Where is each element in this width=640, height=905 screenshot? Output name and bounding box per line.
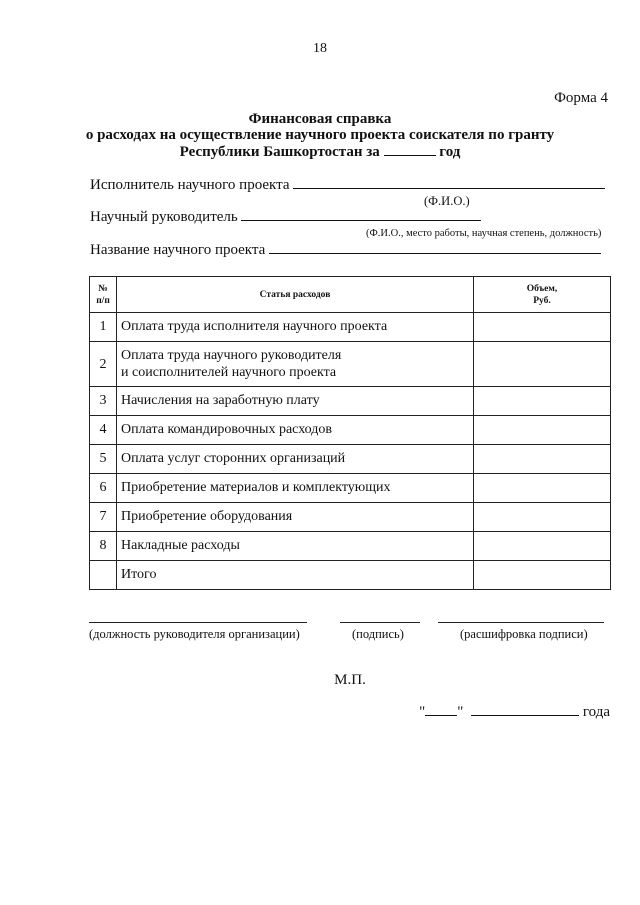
table-row	[90, 445, 611, 474]
row-item: Приобретение материалов и комплектующих	[117, 474, 474, 503]
header-amount-text: Объем, Руб.	[526, 283, 558, 306]
row-item: Оплата командировочных расходов	[117, 416, 474, 445]
table-row	[90, 503, 611, 532]
row-item: Накладные расходы	[117, 532, 474, 561]
title-prefix: Республики Башкортостан за	[179, 144, 380, 160]
form-label: Форма 4	[554, 90, 608, 106]
row-num: 2	[90, 342, 117, 387]
row-item-text: Оплата труда научного руководителя и соисполнителей научного проекта	[121, 348, 342, 380]
row-amount-cell[interactable]	[474, 342, 611, 387]
quote-open: "	[419, 704, 426, 720]
executor-field	[90, 177, 605, 194]
table-row	[90, 387, 611, 416]
row-num: 5	[90, 445, 117, 474]
project-name-field	[90, 242, 601, 259]
row-num: 8	[90, 532, 117, 561]
row-amount-cell[interactable]	[474, 532, 611, 561]
title-suffix: год	[439, 144, 461, 160]
row-item-total: Итого	[117, 561, 474, 590]
year-blank-line[interactable]	[384, 155, 436, 156]
header-amount	[474, 277, 611, 313]
expenses-table	[89, 276, 611, 590]
supervisor-blank-line[interactable]	[241, 220, 481, 221]
header-num-text: № п/п	[96, 283, 110, 306]
row-amount-cell[interactable]	[474, 474, 611, 503]
row-num: 4	[90, 416, 117, 445]
page-number: 18	[313, 41, 327, 56]
row-item	[117, 342, 474, 387]
total-amount-cell[interactable]	[474, 561, 611, 590]
table-row	[90, 532, 611, 561]
project-name-blank-line[interactable]	[269, 253, 601, 254]
project-name-label: Название научного проекта	[90, 242, 266, 258]
month-blank-line[interactable]	[471, 715, 579, 716]
quote-close: "	[457, 704, 464, 720]
table-row	[90, 416, 611, 445]
document-subtitle: о расходах на осуществление научного проекта соискателя по гранту	[85, 127, 555, 143]
supervisor-field	[90, 209, 481, 226]
row-amount-cell[interactable]	[474, 503, 611, 532]
executor-label: Исполнитель научного проекта	[90, 177, 290, 193]
row-num: 7	[90, 503, 117, 532]
row-amount-cell[interactable]	[474, 445, 611, 474]
table-row	[90, 342, 611, 387]
executor-hint: (Ф.И.О.)	[424, 194, 470, 208]
signature-caption: (подпись)	[352, 627, 404, 641]
year-word: года	[582, 704, 610, 720]
day-blank-line[interactable]	[425, 715, 457, 716]
table-total-row	[90, 561, 611, 590]
row-num: 1	[90, 313, 117, 342]
supervisor-hint: (Ф.И.О., место работы, научная степень, должность)	[366, 228, 602, 239]
row-item: Приобретение оборудования	[117, 503, 474, 532]
row-item: Оплата услуг сторонних организаций	[117, 445, 474, 474]
stamp-label: М.П.	[334, 672, 366, 688]
supervisor-label: Научный руководитель	[90, 209, 238, 225]
table-header-row	[90, 277, 611, 313]
row-num: 3	[90, 387, 117, 416]
date-field	[419, 704, 610, 721]
decoding-caption: (расшифровка подписи)	[460, 627, 588, 641]
table-row	[90, 474, 611, 503]
document-subtitle-line3	[0, 143, 640, 161]
signature-line[interactable]	[340, 622, 420, 623]
executor-blank-line[interactable]	[293, 188, 605, 189]
position-caption: (должность руководителя организации)	[89, 627, 300, 641]
row-amount-cell[interactable]	[474, 313, 611, 342]
position-signature-line[interactable]	[89, 622, 307, 623]
table-row	[90, 313, 611, 342]
row-num	[90, 561, 117, 590]
row-amount-cell[interactable]	[474, 387, 611, 416]
row-item: Начисления на заработную плату	[117, 387, 474, 416]
row-amount-cell[interactable]	[474, 416, 611, 445]
header-item: Статья расходов	[117, 277, 474, 313]
row-item: Оплата труда исполнителя научного проекта	[117, 313, 474, 342]
row-num: 6	[90, 474, 117, 503]
document-title: Финансовая справка	[248, 111, 392, 127]
header-num	[90, 277, 117, 313]
decoding-signature-line[interactable]	[438, 622, 604, 623]
